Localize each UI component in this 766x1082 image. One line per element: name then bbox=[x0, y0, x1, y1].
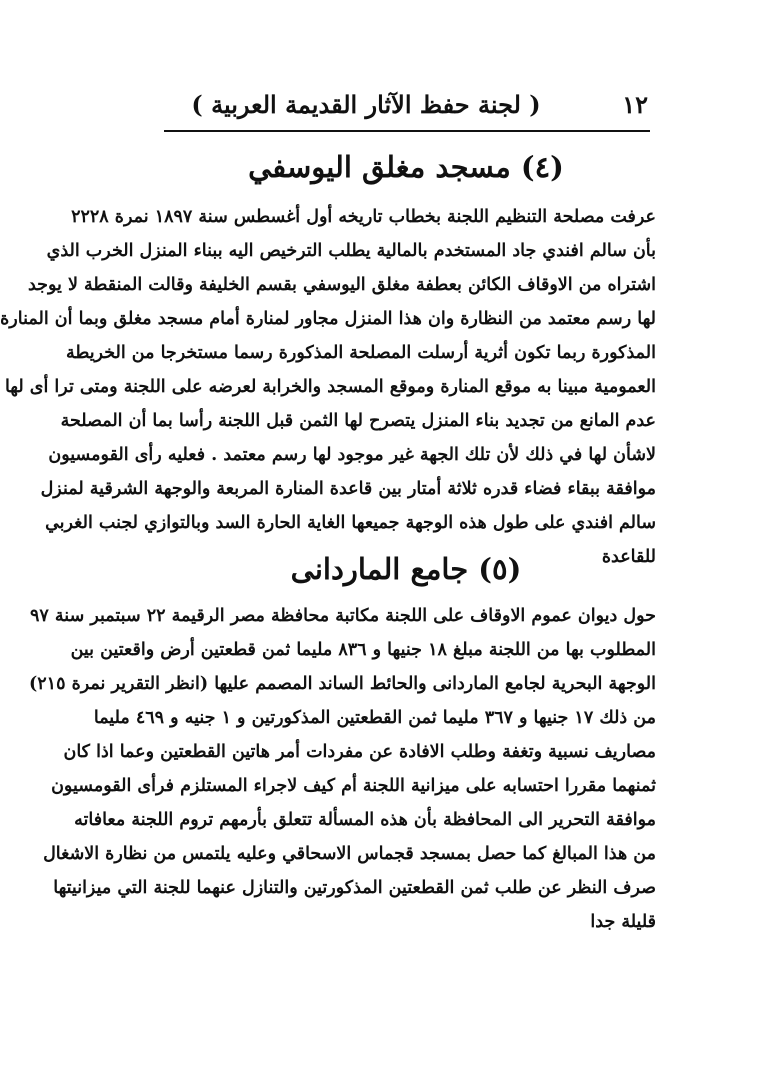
running-head bbox=[164, 90, 648, 130]
text-line: العمومية مبينا به موقع المنارة وموقع المسجد والخرابة لعرضه على اللجنة ومتى ترا أى لها bbox=[4, 377, 656, 397]
page-number: ١٢ bbox=[622, 90, 648, 119]
running-title: ( لجنة حفظ الآثار القديمة العربية ) bbox=[191, 90, 541, 119]
text-line: لها رسم معتمد من النظارة وان هذا المنزل مجاور لمنارة أمام مسجد مغلق وبما أن المنارة bbox=[0, 309, 656, 329]
text-line: المطلوب بها من اللجنة مبلغ ١٨ جنيها و ٨٣٦ مليما ثمن قطعتين أرض واقعتين بين bbox=[70, 640, 656, 660]
text-line: بأن سالم افندي جاد المستخدم بالمالية يطلب الترخيص اليه ببناء المنزل الخرب الذي bbox=[46, 241, 656, 261]
text-line: للقاعدة bbox=[601, 547, 656, 567]
text-line: من ذلك ١٧ جنيها و ٣٦٧ مليما ثمن القطعتين المذكورتين و ١ جنيه و ٤٦٩ مليما bbox=[93, 708, 656, 728]
text-line: موافقة التحرير الى المحافظة بأن هذه المسألة تتعلق بأرمهم تروم اللجنة معافاته bbox=[74, 810, 656, 830]
section-heading: (٥) جامع الماردانى bbox=[290, 552, 522, 586]
text-line: عدم المانع من تجديد بناء المنزل يتصرح لها الثمن قبل اللجنة رأسا بما أن المصلحة bbox=[60, 411, 656, 431]
text-line: المذكورة ربما تكون أثرية أرسلت المصلحة المذكورة رسما مستخرجا من الخريطة bbox=[65, 343, 656, 363]
header-rule bbox=[164, 130, 650, 132]
section-paragraph bbox=[0, 200, 656, 574]
text-line: عرفت مصلحة التنظيم اللجنة بخطاب تاريخه أول أغسطس سنة ١٨٩٧ نمرة ٢٢٢٨ bbox=[71, 207, 656, 227]
text-line: ثمنهما مقررا احتسابه على ميزانية اللجنة أم كيف لاجراء المستلزم فرأى القومسيون bbox=[51, 776, 656, 796]
section-paragraph bbox=[29, 599, 656, 939]
text-line: اشتراه من الاوقاف الكائن بعطفة مغلق اليوسفي بقسم الخليفة وقالت المنقطة لا يوجد bbox=[27, 275, 656, 295]
text-line: قليلة جدا bbox=[590, 912, 656, 932]
text-line: من هذا المبالغ كما حصل بمسجد قجماس الاسحاقي وعليه يلتمس من نظارة الاشغال bbox=[43, 844, 656, 864]
text-line: سالم افندي على طول هذه الوجهة جميعها الغاية الحارة السد وبالتوازي لجنب الغربي bbox=[45, 513, 656, 533]
text-line: لاشأن لها في ذلك لأن تلك الجهة غير موجود لها رسم معتمد . فعليه رأى القومسيون bbox=[48, 445, 656, 465]
text-line: مصاريف نسبية وتغفة وطلب الافادة عن مفردات أمر هاتين القطعتين وعما اذا كان bbox=[63, 742, 656, 762]
text-line: موافقة ببقاء فضاء قدره ثلاثة أمتار بين قاعدة المنارة المربعة والوجهة الشرقية لمنزل bbox=[40, 479, 656, 499]
section-heading: (٤) مسجد مغلق اليوسفي bbox=[248, 150, 564, 184]
text-line: حول ديوان عموم الاوقاف على اللجنة مكاتبة محافظة مصر الرقيمة ٢٢ سبتمبر سنة ٩٧ bbox=[30, 606, 656, 626]
text-line: الوجهة البحرية لجامع الماردانى والحائط الساند المصمم عليها (انظر التقرير نمرة ٢١٥) bbox=[29, 674, 656, 694]
text-line: صرف النظر عن طلب ثمن القطعتين المذكورتين والتنازل عنهما للجنة التي ميزانيتها bbox=[53, 878, 656, 898]
